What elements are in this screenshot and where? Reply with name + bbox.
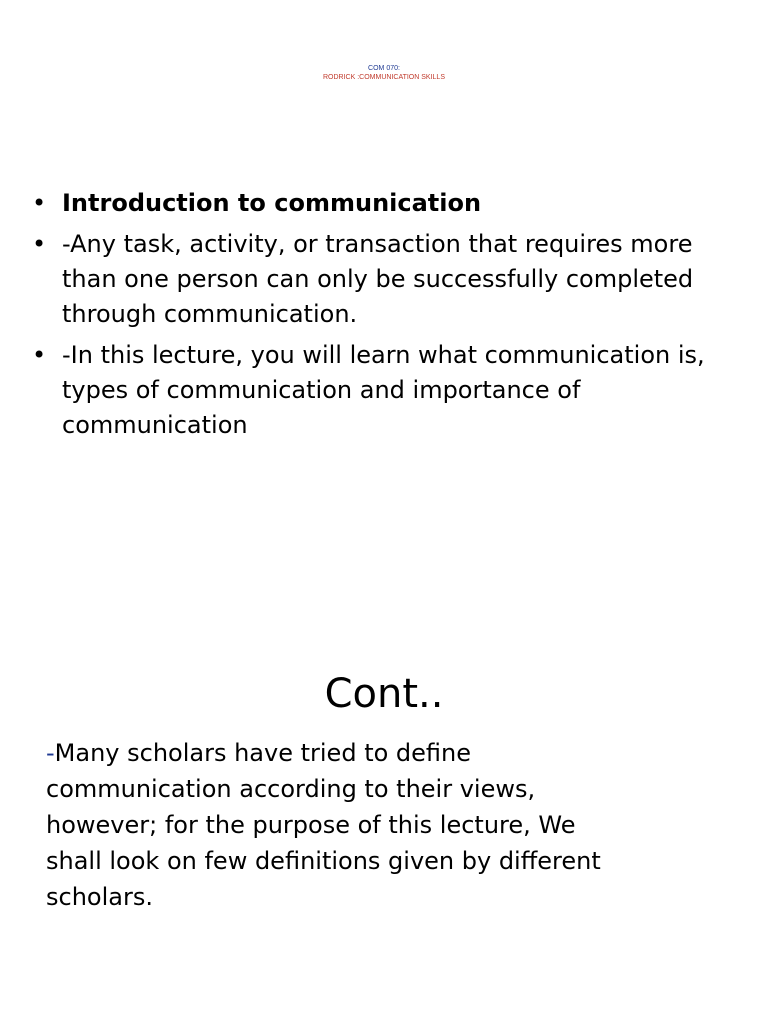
bullet-icon: •	[32, 189, 47, 217]
bullet-text: Introduction to communication	[62, 189, 482, 217]
bullet-text: -Any task, activity, or transaction that requires more than one person can only be successfully completed through communication.	[62, 230, 694, 328]
body-text: Many scholars have tried to define communication according to their views, however; for the purpose of this lecture, We shall look on few definitions given by different scholars.	[46, 739, 601, 911]
course-code: COM 070:	[368, 65, 400, 72]
bullet-item	[30, 186, 730, 221]
slide-header	[0, 64, 768, 82]
bullet-item	[30, 227, 730, 332]
slide-title: Cont..	[324, 671, 444, 717]
bullet-item	[30, 338, 730, 443]
dash-mark: -	[46, 739, 55, 767]
bullet-icon: •	[32, 341, 47, 369]
slide-body-text	[46, 735, 606, 915]
slide-2	[0, 512, 768, 1024]
bullet-text: -In this lecture, you will learn what communication is, types of communication and importance of communication	[62, 341, 705, 439]
bullet-icon: •	[32, 230, 47, 258]
course-title: RODRICK :COMMUNICATION SKILLS	[323, 74, 445, 81]
bullet-list	[30, 186, 730, 449]
